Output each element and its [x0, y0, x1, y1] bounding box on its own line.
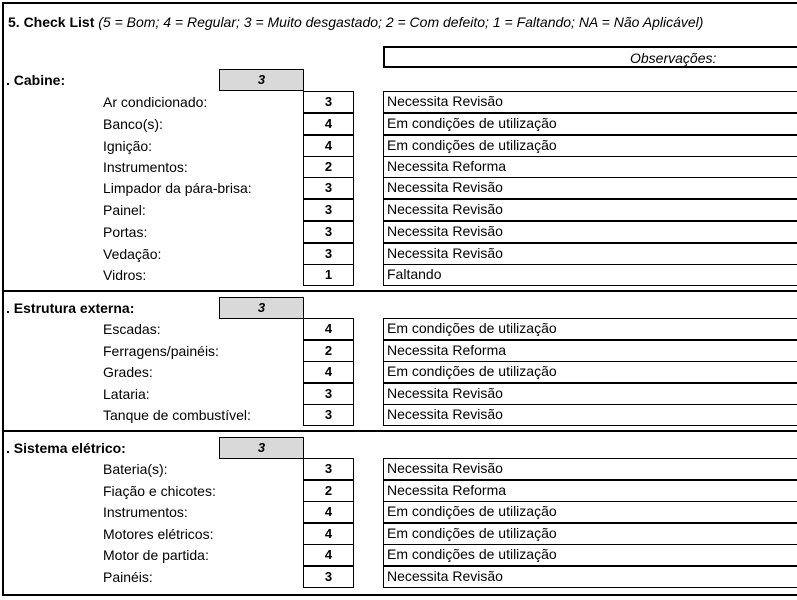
item-observation: Necessita Revisão: [383, 221, 797, 243]
item-observation: Em condições de utilização: [383, 501, 797, 523]
item-observation: Faltando: [383, 264, 797, 286]
item-score: 3: [303, 199, 354, 221]
item-score: 1: [303, 264, 354, 286]
title-heading: 5. Check List: [8, 14, 95, 30]
item-label: Bateria(s):: [103, 461, 168, 477]
item-observation: Necessita Revisão: [383, 91, 797, 113]
item-label: Lataria:: [103, 386, 150, 402]
section-score-cabine: 3: [219, 69, 304, 91]
item-observation: Necessita Revisão: [383, 243, 797, 265]
item-label: Escadas:: [103, 321, 161, 337]
item-score: 3: [303, 383, 354, 405]
item-label: Painel:: [103, 202, 146, 218]
section-score-estrutura-externa: 3: [219, 297, 304, 319]
section-label-cabine: . Cabine:: [6, 72, 66, 88]
section-divider: [4, 290, 797, 292]
item-score: 3: [303, 91, 354, 113]
section-label-estrutura-externa: . Estrutura externa:: [6, 300, 135, 316]
title-legend: (5 = Bom; 4 = Regular; 3 = Muito desgastado; 2 = Com defeito; 1 = Faltando; NA = Não Aplicável): [98, 14, 704, 30]
section-score-sistema-eletrico: 3: [219, 437, 304, 459]
item-observation: Necessita Reforma: [383, 480, 797, 502]
observations-header: [383, 46, 797, 68]
item-score: 3: [303, 243, 354, 265]
item-score: 4: [303, 544, 354, 566]
item-label: Portas:: [103, 224, 148, 240]
item-score: 4: [303, 523, 354, 545]
item-observation: Necessita Reforma: [383, 156, 797, 178]
item-score: 2: [303, 156, 354, 178]
item-label: Ferragens/painéis:: [103, 343, 219, 359]
item-score: 4: [303, 135, 354, 157]
item-label: Vedação:: [103, 246, 162, 262]
item-observation: Necessita Reforma: [383, 340, 797, 362]
item-score: 4: [303, 361, 354, 383]
item-score: 3: [303, 404, 354, 426]
item-observation: Em condições de utilização: [383, 113, 797, 135]
item-label: Fiação e chicotes:: [103, 483, 216, 499]
item-score: 4: [303, 318, 354, 340]
item-score: 3: [303, 177, 354, 199]
item-label: Banco(s):: [103, 116, 163, 132]
item-score: 3: [303, 221, 354, 243]
checklist-title: [8, 14, 703, 30]
item-observation: Necessita Revisão: [383, 177, 797, 199]
item-observation: Necessita Revisão: [383, 383, 797, 405]
item-score: 3: [303, 458, 354, 480]
section-divider: [4, 430, 797, 432]
item-label: Grades:: [103, 364, 153, 380]
item-score: 4: [303, 501, 354, 523]
item-score: 2: [303, 340, 354, 362]
item-observation: Em condições de utilização: [383, 135, 797, 157]
item-label: Tanque de combustível:: [103, 407, 251, 423]
item-observation: Em condições de utilização: [383, 544, 797, 566]
item-observation: Necessita Revisão: [383, 199, 797, 221]
item-score: 2: [303, 480, 354, 502]
item-score: 4: [303, 113, 354, 135]
item-label: Motor de partida:: [103, 547, 209, 563]
item-observation: Em condições de utilização: [383, 361, 797, 383]
item-observation: Necessita Revisão: [383, 458, 797, 480]
item-observation: Em condições de utilização: [383, 318, 797, 340]
item-label: Ar condicionado:: [103, 94, 208, 110]
item-label: Instrumentos:: [103, 159, 188, 175]
item-label: Instrumentos:: [103, 504, 188, 520]
item-observation: Necessita Revisão: [383, 404, 797, 426]
item-label: Limpador da pára-brisa:: [103, 180, 252, 196]
item-observation: Em condições de utilização: [383, 523, 797, 545]
section-label-sistema-eletrico: . Sistema elétrico:: [6, 440, 126, 456]
item-label: Motores elétricos:: [103, 526, 214, 542]
item-observation: Necessita Revisão: [383, 566, 797, 588]
item-label: Vidros:: [103, 267, 147, 283]
item-label: Ignição:: [103, 138, 153, 154]
observations-header-label: Observações:: [630, 50, 717, 66]
item-score: 3: [303, 566, 354, 588]
item-label: Painéis:: [103, 569, 153, 585]
